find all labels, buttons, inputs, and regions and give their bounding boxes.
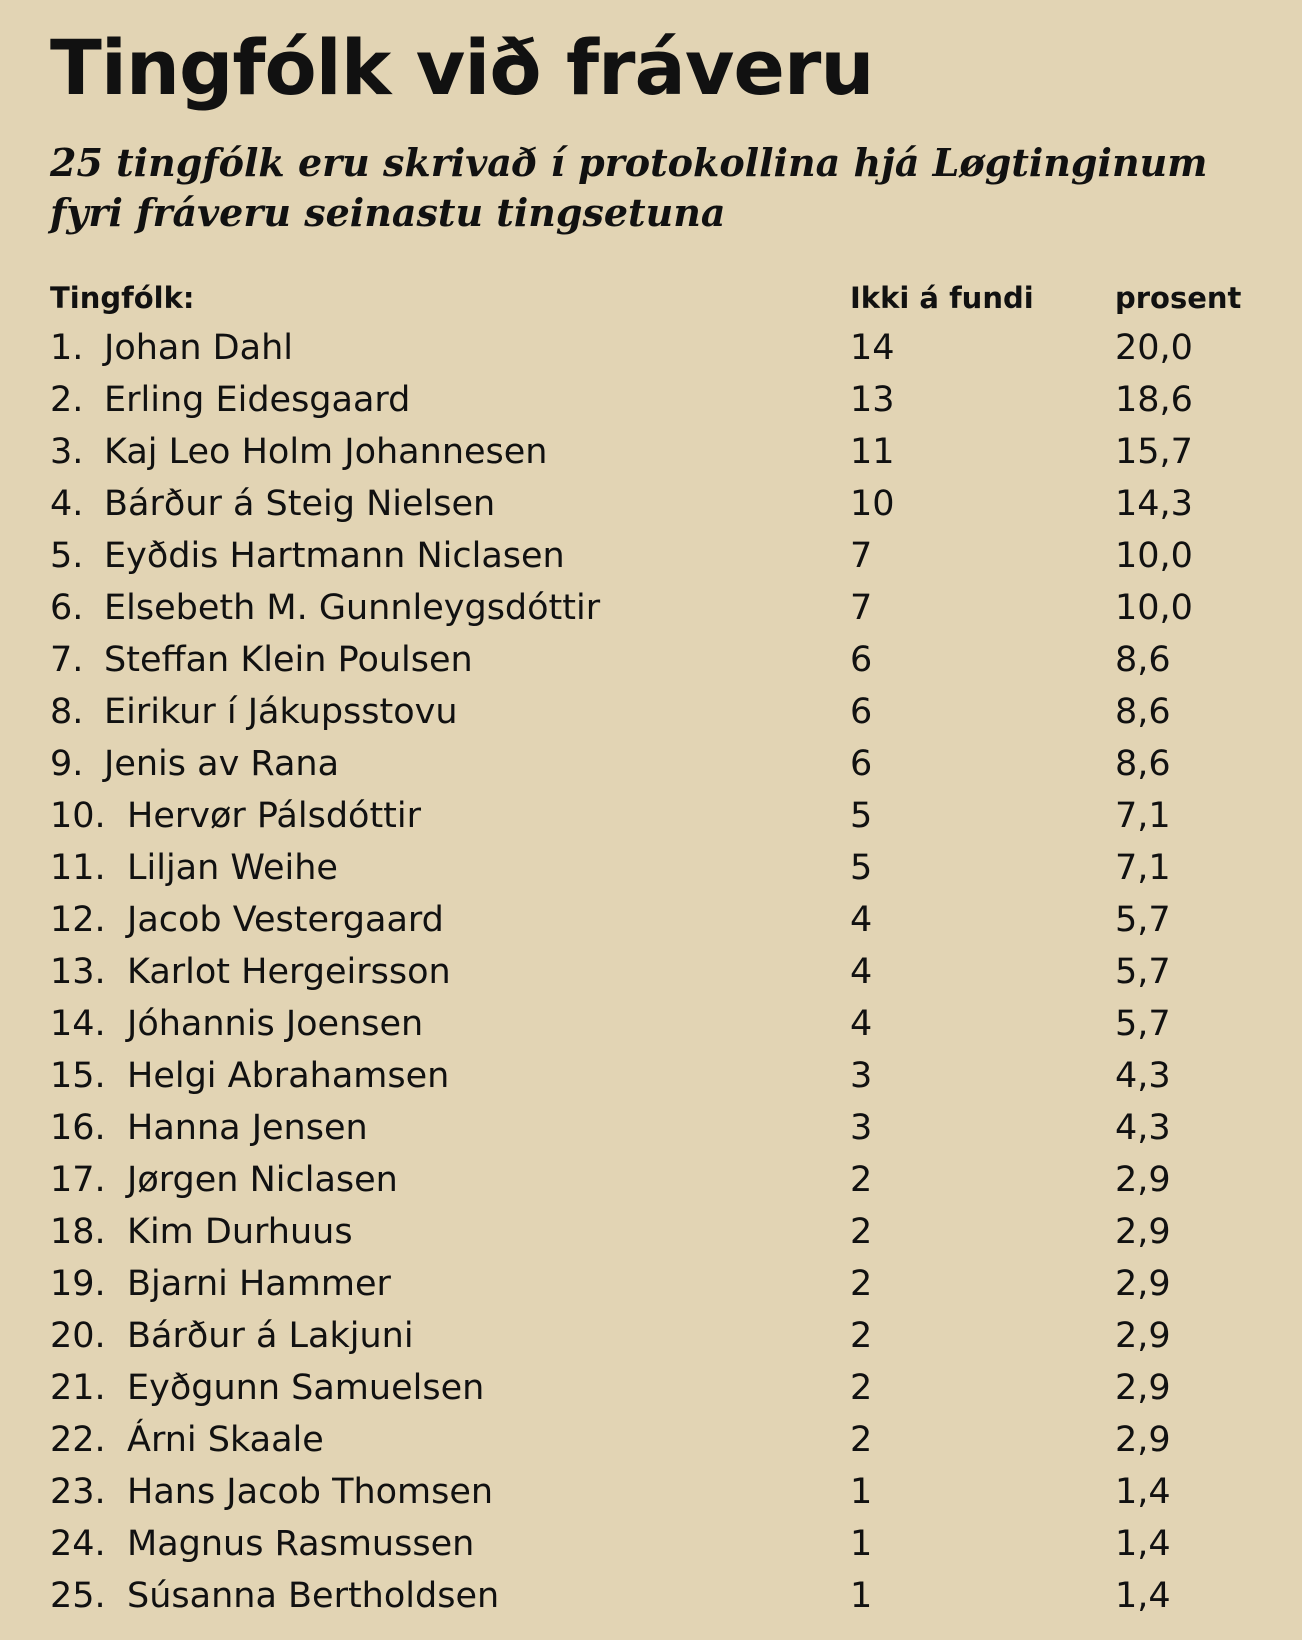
row-name: Bjarni Hammer xyxy=(127,1264,391,1304)
row-rank: 9. xyxy=(50,744,84,784)
row-name: Kim Durhuus xyxy=(127,1212,353,1252)
row-absent-count: 2 xyxy=(850,1420,873,1460)
row-absent-count: 11 xyxy=(850,432,895,472)
column-header-percent: prosent xyxy=(1115,281,1242,315)
row-absent-count: 3 xyxy=(850,1056,873,1096)
table-row xyxy=(0,998,1302,1050)
row-absent-count: 5 xyxy=(850,848,873,888)
row-percent: 2,9 xyxy=(1115,1160,1171,1200)
row-absent-count: 4 xyxy=(850,900,873,940)
row-rank: 11. xyxy=(50,848,106,888)
table-row xyxy=(0,1414,1302,1466)
row-percent: 10,0 xyxy=(1115,588,1193,628)
row-name: Liljan Weihe xyxy=(127,848,338,888)
row-absent-count: 3 xyxy=(850,1108,873,1148)
row-rank: 17. xyxy=(50,1160,106,1200)
row-name: Helgi Abrahamsen xyxy=(127,1056,450,1096)
table-header-row xyxy=(0,275,1302,321)
row-percent: 8,6 xyxy=(1115,640,1171,680)
row-percent: 18,6 xyxy=(1115,380,1193,420)
row-percent: 5,7 xyxy=(1115,952,1171,992)
row-percent: 7,1 xyxy=(1115,796,1171,836)
row-absent-count: 2 xyxy=(850,1212,873,1252)
row-percent: 10,0 xyxy=(1115,536,1193,576)
row-name: Magnus Rasmussen xyxy=(127,1524,475,1564)
row-name: Árni Skaale xyxy=(127,1420,324,1460)
row-percent: 1,4 xyxy=(1115,1524,1171,1564)
row-absent-count: 13 xyxy=(850,380,895,420)
row-absent-count: 4 xyxy=(850,1004,873,1044)
row-name: Johan Dahl xyxy=(104,328,293,368)
table-row xyxy=(0,374,1302,426)
chart-title: Tingfólk við fráveru xyxy=(50,23,874,112)
row-rank: 18. xyxy=(50,1212,106,1252)
row-rank: 22. xyxy=(50,1420,106,1460)
row-rank: 14. xyxy=(50,1004,106,1044)
row-percent: 5,7 xyxy=(1115,1004,1171,1044)
table-row xyxy=(0,322,1302,374)
row-name: Elsebeth M. Gunnleygsdóttir xyxy=(104,588,601,628)
row-rank: 24. xyxy=(50,1524,106,1564)
row-name: Erling Eidesgaard xyxy=(104,380,411,420)
row-name: Hervør Pálsdóttir xyxy=(127,796,422,836)
table-row xyxy=(0,1518,1302,1570)
table-row xyxy=(0,1102,1302,1154)
row-absent-count: 7 xyxy=(850,536,873,576)
row-name: Eyðgunn Samuelsen xyxy=(127,1368,485,1408)
row-absent-count: 6 xyxy=(850,692,873,732)
row-rank: 6. xyxy=(50,588,84,628)
row-percent: 4,3 xyxy=(1115,1108,1171,1148)
row-absent-count: 10 xyxy=(850,484,895,524)
row-percent: 8,6 xyxy=(1115,744,1171,784)
row-name: Jørgen Niclasen xyxy=(127,1160,398,1200)
row-name: Steffan Klein Poulsen xyxy=(104,640,473,680)
row-absent-count: 2 xyxy=(850,1264,873,1304)
row-absent-count: 2 xyxy=(850,1368,873,1408)
row-name: Jacob Vestergaard xyxy=(127,900,444,940)
row-absent-count: 6 xyxy=(850,640,873,680)
row-percent: 4,3 xyxy=(1115,1056,1171,1096)
row-name: Eirikur í Jákupsstovu xyxy=(104,692,458,732)
row-absent-count: 1 xyxy=(850,1472,873,1512)
row-rank: 12. xyxy=(50,900,106,940)
row-name: Bárður á Lakjuni xyxy=(127,1316,414,1356)
row-name: Jóhannis Joensen xyxy=(127,1004,424,1044)
row-percent: 1,4 xyxy=(1115,1472,1171,1512)
row-rank: 21. xyxy=(50,1368,106,1408)
row-rank: 4. xyxy=(50,484,84,524)
table-row xyxy=(0,1050,1302,1102)
row-percent: 2,9 xyxy=(1115,1420,1171,1460)
row-absent-count: 4 xyxy=(850,952,873,992)
row-absent-count: 6 xyxy=(850,744,873,784)
row-percent: 2,9 xyxy=(1115,1316,1171,1356)
row-rank: 23. xyxy=(50,1472,106,1512)
row-rank: 20. xyxy=(50,1316,106,1356)
row-absent-count: 1 xyxy=(850,1576,873,1616)
row-name: Jenis av Rana xyxy=(104,744,340,784)
table-row xyxy=(0,1206,1302,1258)
row-name: Karlot Hergeirsson xyxy=(127,952,451,992)
row-percent: 15,7 xyxy=(1115,432,1193,472)
row-rank: 8. xyxy=(50,692,84,732)
column-header-absent: Ikki á fundi xyxy=(850,281,1034,315)
chart-subtitle: 25 tingfólk eru skrivað í protokollina hjá Løgtinginum fyri fráveru seinastu tingsetuna xyxy=(50,140,1208,235)
table-row xyxy=(0,738,1302,790)
row-rank: 16. xyxy=(50,1108,106,1148)
row-percent: 2,9 xyxy=(1115,1264,1171,1304)
table-row xyxy=(0,1258,1302,1310)
row-percent: 2,9 xyxy=(1115,1212,1171,1252)
row-rank: 25. xyxy=(50,1576,106,1616)
row-rank: 19. xyxy=(50,1264,106,1304)
row-rank: 1. xyxy=(50,328,84,368)
table-row xyxy=(0,582,1302,634)
row-absent-count: 2 xyxy=(850,1160,873,1200)
row-name: Bárður á Steig Nielsen xyxy=(104,484,496,524)
table-row xyxy=(0,426,1302,478)
row-rank: 15. xyxy=(50,1056,106,1096)
table-row xyxy=(0,1310,1302,1362)
row-absent-count: 14 xyxy=(850,328,895,368)
row-absent-count: 1 xyxy=(850,1524,873,1564)
row-rank: 13. xyxy=(50,952,106,992)
row-percent: 1,4 xyxy=(1115,1576,1171,1616)
row-absent-count: 2 xyxy=(850,1316,873,1356)
row-percent: 7,1 xyxy=(1115,848,1171,888)
table-row xyxy=(0,478,1302,530)
row-percent: 2,9 xyxy=(1115,1368,1171,1408)
row-name: Eyðdis Hartmann Niclasen xyxy=(104,536,565,576)
table-row xyxy=(0,946,1302,998)
row-name: Súsanna Bertholdsen xyxy=(127,1576,500,1616)
row-rank: 3. xyxy=(50,432,84,472)
table-body xyxy=(0,322,1302,1622)
table-row xyxy=(0,530,1302,582)
row-name: Hans Jacob Thomsen xyxy=(127,1472,494,1512)
table-row xyxy=(0,1362,1302,1414)
table-row xyxy=(0,1154,1302,1206)
row-absent-count: 5 xyxy=(850,796,873,836)
row-percent: 20,0 xyxy=(1115,328,1193,368)
row-percent: 14,3 xyxy=(1115,484,1193,524)
row-rank: 5. xyxy=(50,536,84,576)
table-row xyxy=(0,894,1302,946)
table-row xyxy=(0,790,1302,842)
row-rank: 7. xyxy=(50,640,84,680)
row-name: Hanna Jensen xyxy=(127,1108,368,1148)
table-row xyxy=(0,1570,1302,1622)
row-name: Kaj Leo Holm Johannesen xyxy=(104,432,548,472)
column-header-name: Tingfólk: xyxy=(50,281,195,315)
table-row xyxy=(0,1466,1302,1518)
table-row xyxy=(0,686,1302,738)
table-row xyxy=(0,634,1302,686)
row-percent: 5,7 xyxy=(1115,900,1171,940)
table-row xyxy=(0,842,1302,894)
row-rank: 10. xyxy=(50,796,106,836)
row-absent-count: 7 xyxy=(850,588,873,628)
row-percent: 8,6 xyxy=(1115,692,1171,732)
row-rank: 2. xyxy=(50,380,84,420)
